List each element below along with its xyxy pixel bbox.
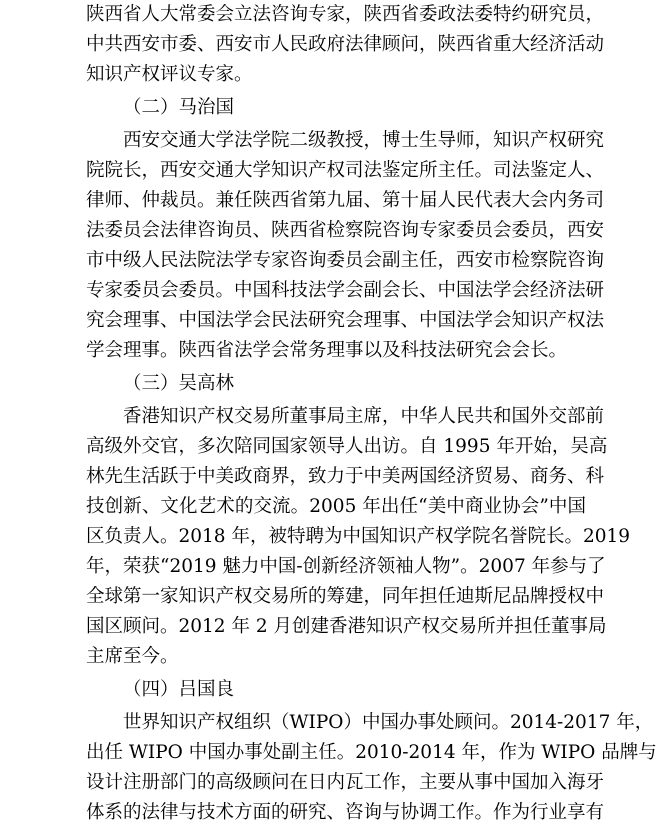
section-heading: （二）马治国 — [123, 97, 235, 118]
section-heading: （四）吕国良 — [123, 679, 235, 700]
section-heading: （三）吴高林 — [123, 373, 235, 394]
section-wu-gaolin — [86, 369, 631, 672]
text-line: 市中级人民法院法学专家咨询委员会副主任，西安市检察院咨询 — [86, 250, 605, 271]
text-line: 区负责人。2018 年，被特聘为中国知识产权学院名誉院长。2019 — [86, 526, 631, 547]
section-lv-guoliang — [86, 675, 657, 828]
text-line: 出任 WIPO 中国办事处副主任。2010-2014 年，作为 WIPO 品牌与 — [86, 742, 657, 763]
intro-paragraph — [86, 0, 605, 90]
text-line: 技创新、文化艺术的交流。2005 年出任“美中商业协会”中国 — [86, 496, 586, 517]
text-line: 专家委员会委员。中国科技法学会副会长、中国法学会经济法研 — [86, 280, 605, 301]
document-page — [86, 0, 657, 828]
text-line: 究会理事、中国法学会民法研究会理事、中国法学会知识产权法 — [86, 310, 605, 331]
text-line: 院院长，西安交通大学知识产权司法鉴定所主任。司法鉴定人、 — [86, 160, 605, 181]
text-line: 主席至今。 — [86, 646, 179, 667]
text-line: 律师、仲裁员。兼任陕西省第九届、第十届人民代表大会内务司 — [86, 190, 605, 211]
text-line: 国区顾问。2012 年 2 月创建香港知识产权交易所并担任董事局 — [86, 616, 607, 637]
text-line: 高级外交官，多次陪同国家领导人出访。自 1995 年开始，吴高 — [86, 436, 608, 457]
text-line: 世界知识产权组织（WIPO）中国办事处顾问。2014-2017 年， — [123, 712, 654, 733]
text-line: 法委员会法律咨询员、陕西省检察院咨询专家委员会委员，西安 — [86, 220, 605, 241]
text-line: 香港知识产权交易所董事局主席，中华人民共和国外交部前 — [123, 406, 605, 427]
text-line: 年，荣获“2019 魅力中国-创新经济领袖人物”。2007 年参与了 — [86, 556, 606, 577]
text-line: 西安交通大学法学院二级教授，博士生导师，知识产权研究 — [123, 130, 605, 151]
text-line: 林先生活跃于中美政商界，致力于中美两国经济贸易、商务、科 — [86, 466, 605, 487]
text-line: 陕西省人大常委会立法咨询专家，陕西省委政法委特约研究员， — [86, 4, 605, 25]
text-line: 中共西安市委、西安市人民政府法律顾问，陕西省重大经济活动 — [86, 34, 605, 55]
text-line: 知识产权评议专家。 — [86, 64, 253, 85]
text-line: 设计注册部门的高级顾问在日内瓦工作，主要从事中国加入海牙 — [86, 772, 605, 793]
section-ma-zhiguo — [86, 93, 605, 366]
text-line: 全球第一家知识产权交易所的筹建，同年担任迪斯尼品牌授权中 — [86, 586, 605, 607]
text-line: 体系的法律与技术方面的研究、咨询与协调工作。作为行业享有 — [86, 802, 605, 823]
text-line: 学会理事。陕西省法学会常务理事以及科技法研究会会长。 — [86, 340, 568, 361]
